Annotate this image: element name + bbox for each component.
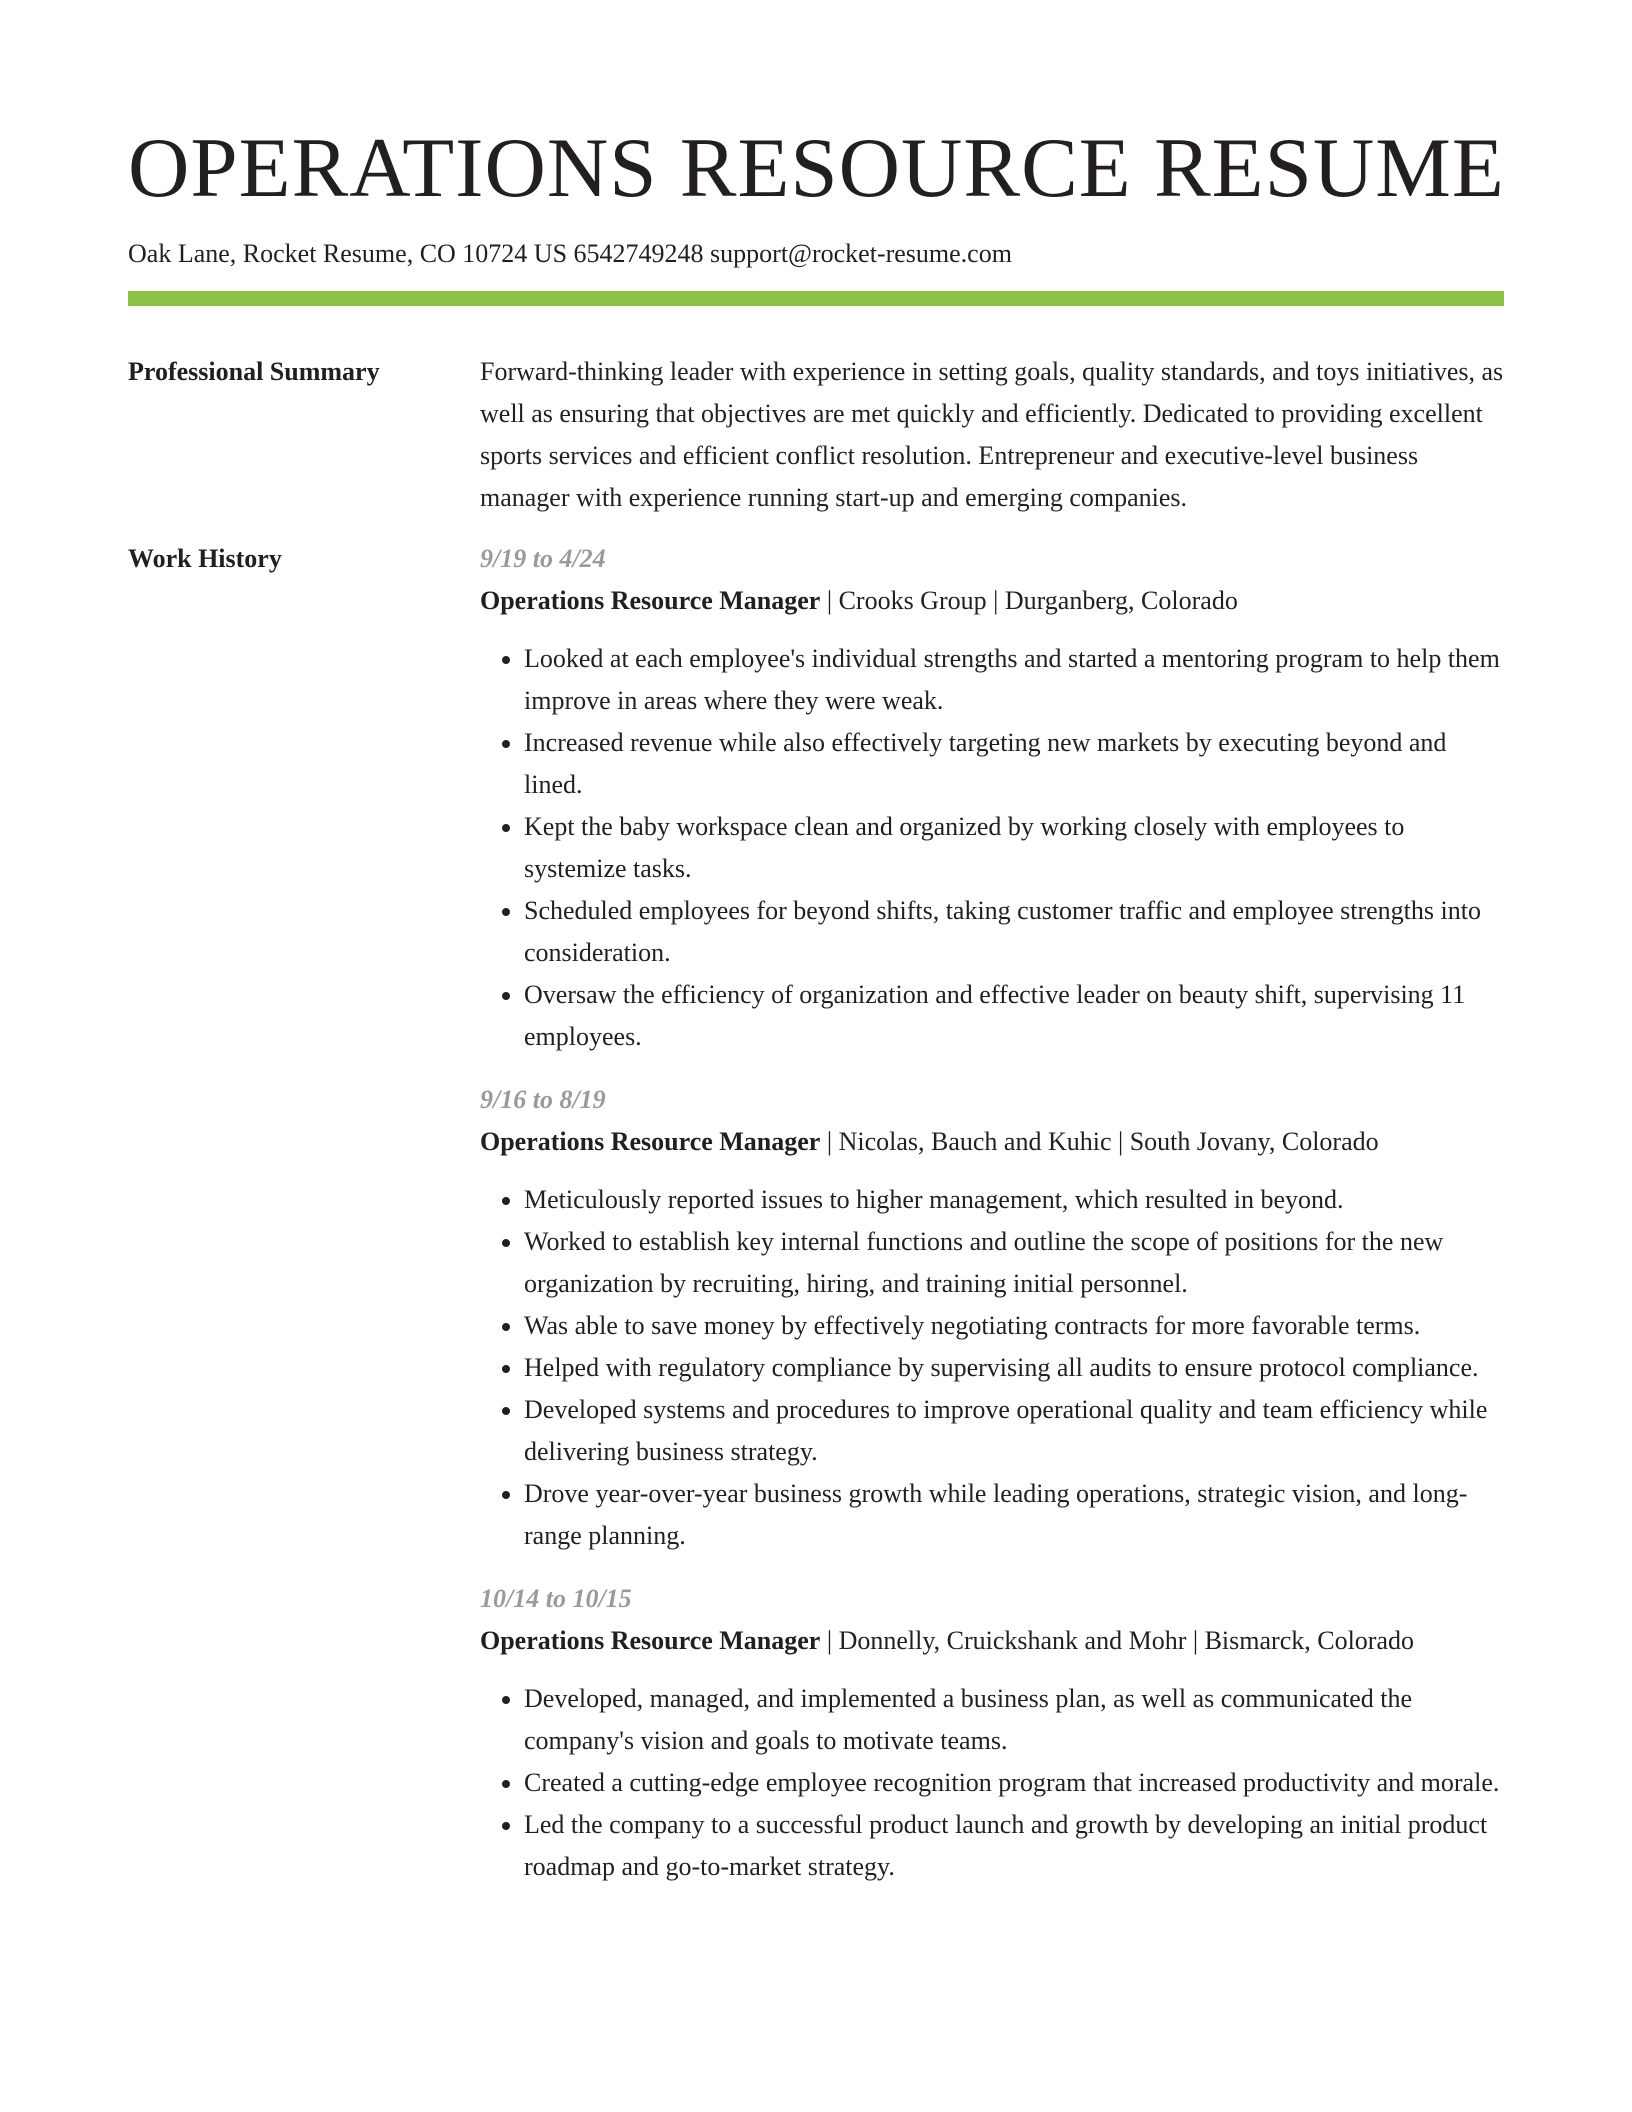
duty-item: • Helped with regulatory compliance by supervising all audits to ensure protocol compliance. — [524, 1347, 1504, 1389]
job-title: Operations Resource Manager — [480, 586, 821, 615]
duties-list — [480, 1179, 1504, 1557]
duty-item: • Oversaw the efficiency of organization and effective leader on beauty shift, supervising 11 employees. — [524, 974, 1504, 1058]
contact-info: Oak Lane, Rocket Resume, CO 10724 US 6542749248 support@rocket-resume.com — [128, 239, 1012, 268]
job-dates: 10/14 to 10/15 — [480, 1584, 632, 1613]
job-dates: 9/19 to 4/24 — [480, 544, 606, 573]
job-details: | Donnelly, Cruickshank and Mohr | Bismarck, Colorado — [820, 1626, 1414, 1655]
section-label-work: Work History — [128, 544, 282, 573]
duties-list — [480, 1678, 1504, 1888]
job-title-line — [480, 1620, 1504, 1662]
duties-list — [480, 638, 1504, 1058]
job-details: | Nicolas, Bauch and Kuhic | South Jovany, Colorado — [820, 1127, 1379, 1156]
duty-item: • Scheduled employees for beyond shifts, taking customer traffic and employee strengths into consideration. — [524, 890, 1504, 974]
job-title: Operations Resource Manager — [480, 1127, 821, 1156]
duty-item: • Looked at each employee's individual strengths and started a mentoring program to help them improve in areas where they were weak. — [524, 638, 1504, 722]
job-title-line — [480, 580, 1504, 622]
job-entry — [480, 1578, 1504, 1888]
resume-name: OPERATIONS RESOURCE RESUME — [128, 121, 1505, 215]
resume-page — [128, 0, 1504, 1916]
accent-divider — [128, 291, 1504, 306]
job-title: Operations Resource Manager — [480, 1626, 821, 1655]
job-list — [480, 545, 1504, 1916]
job-title-line — [480, 1121, 1504, 1163]
duty-item: • Meticulously reported issues to higher management, which resulted in beyond. — [524, 1179, 1504, 1221]
duty-item: • Led the company to a successful product launch and growth by developing an initial product roadmap and go-to-market strategy. — [524, 1804, 1504, 1888]
duty-item: • Developed systems and procedures to improve operational quality and team efficiency while delivering business strategy. — [524, 1389, 1504, 1473]
duty-item: • Created a cutting-edge employee recognition program that increased productivity and morale. — [524, 1762, 1504, 1804]
duty-item: • Kept the baby workspace clean and organized by working closely with employees to systemize tasks. — [524, 806, 1504, 890]
professional-summary-section — [128, 358, 1504, 519]
job-entry — [480, 538, 1504, 1058]
duty-item: • Increased revenue while also effectively targeting new markets by executing beyond and lined. — [524, 722, 1504, 806]
duty-item: • Worked to establish key internal functions and outline the scope of positions for the new organization by recruiting, hiring, and training initial personnel. — [524, 1221, 1504, 1305]
duty-item: • Was able to save money by effectively negotiating contracts for more favorable terms. — [524, 1305, 1504, 1347]
summary-text: Forward-thinking leader with experience in setting goals, quality standards, and toys initiatives, as well as ensuring that objectives are met quickly and efficiently. Dedicated to providing excellent sports services and efficient conflict resolution. Entrepreneur and executive-level business manager with experience running start-up and emerging companies. — [480, 357, 1504, 512]
section-label-summary: Professional Summary — [128, 357, 380, 386]
work-history-section — [128, 545, 1504, 1916]
duty-item: • Drove year-over-year business growth while leading operations, strategic vision, and long-range planning. — [524, 1473, 1504, 1557]
job-entry — [480, 1079, 1504, 1557]
job-dates: 9/16 to 8/19 — [480, 1085, 606, 1114]
job-details: | Crooks Group | Durganberg, Colorado — [820, 586, 1238, 615]
duty-item: • Developed, managed, and implemented a business plan, as well as communicated the company's vision and goals to motivate teams. — [524, 1678, 1504, 1762]
